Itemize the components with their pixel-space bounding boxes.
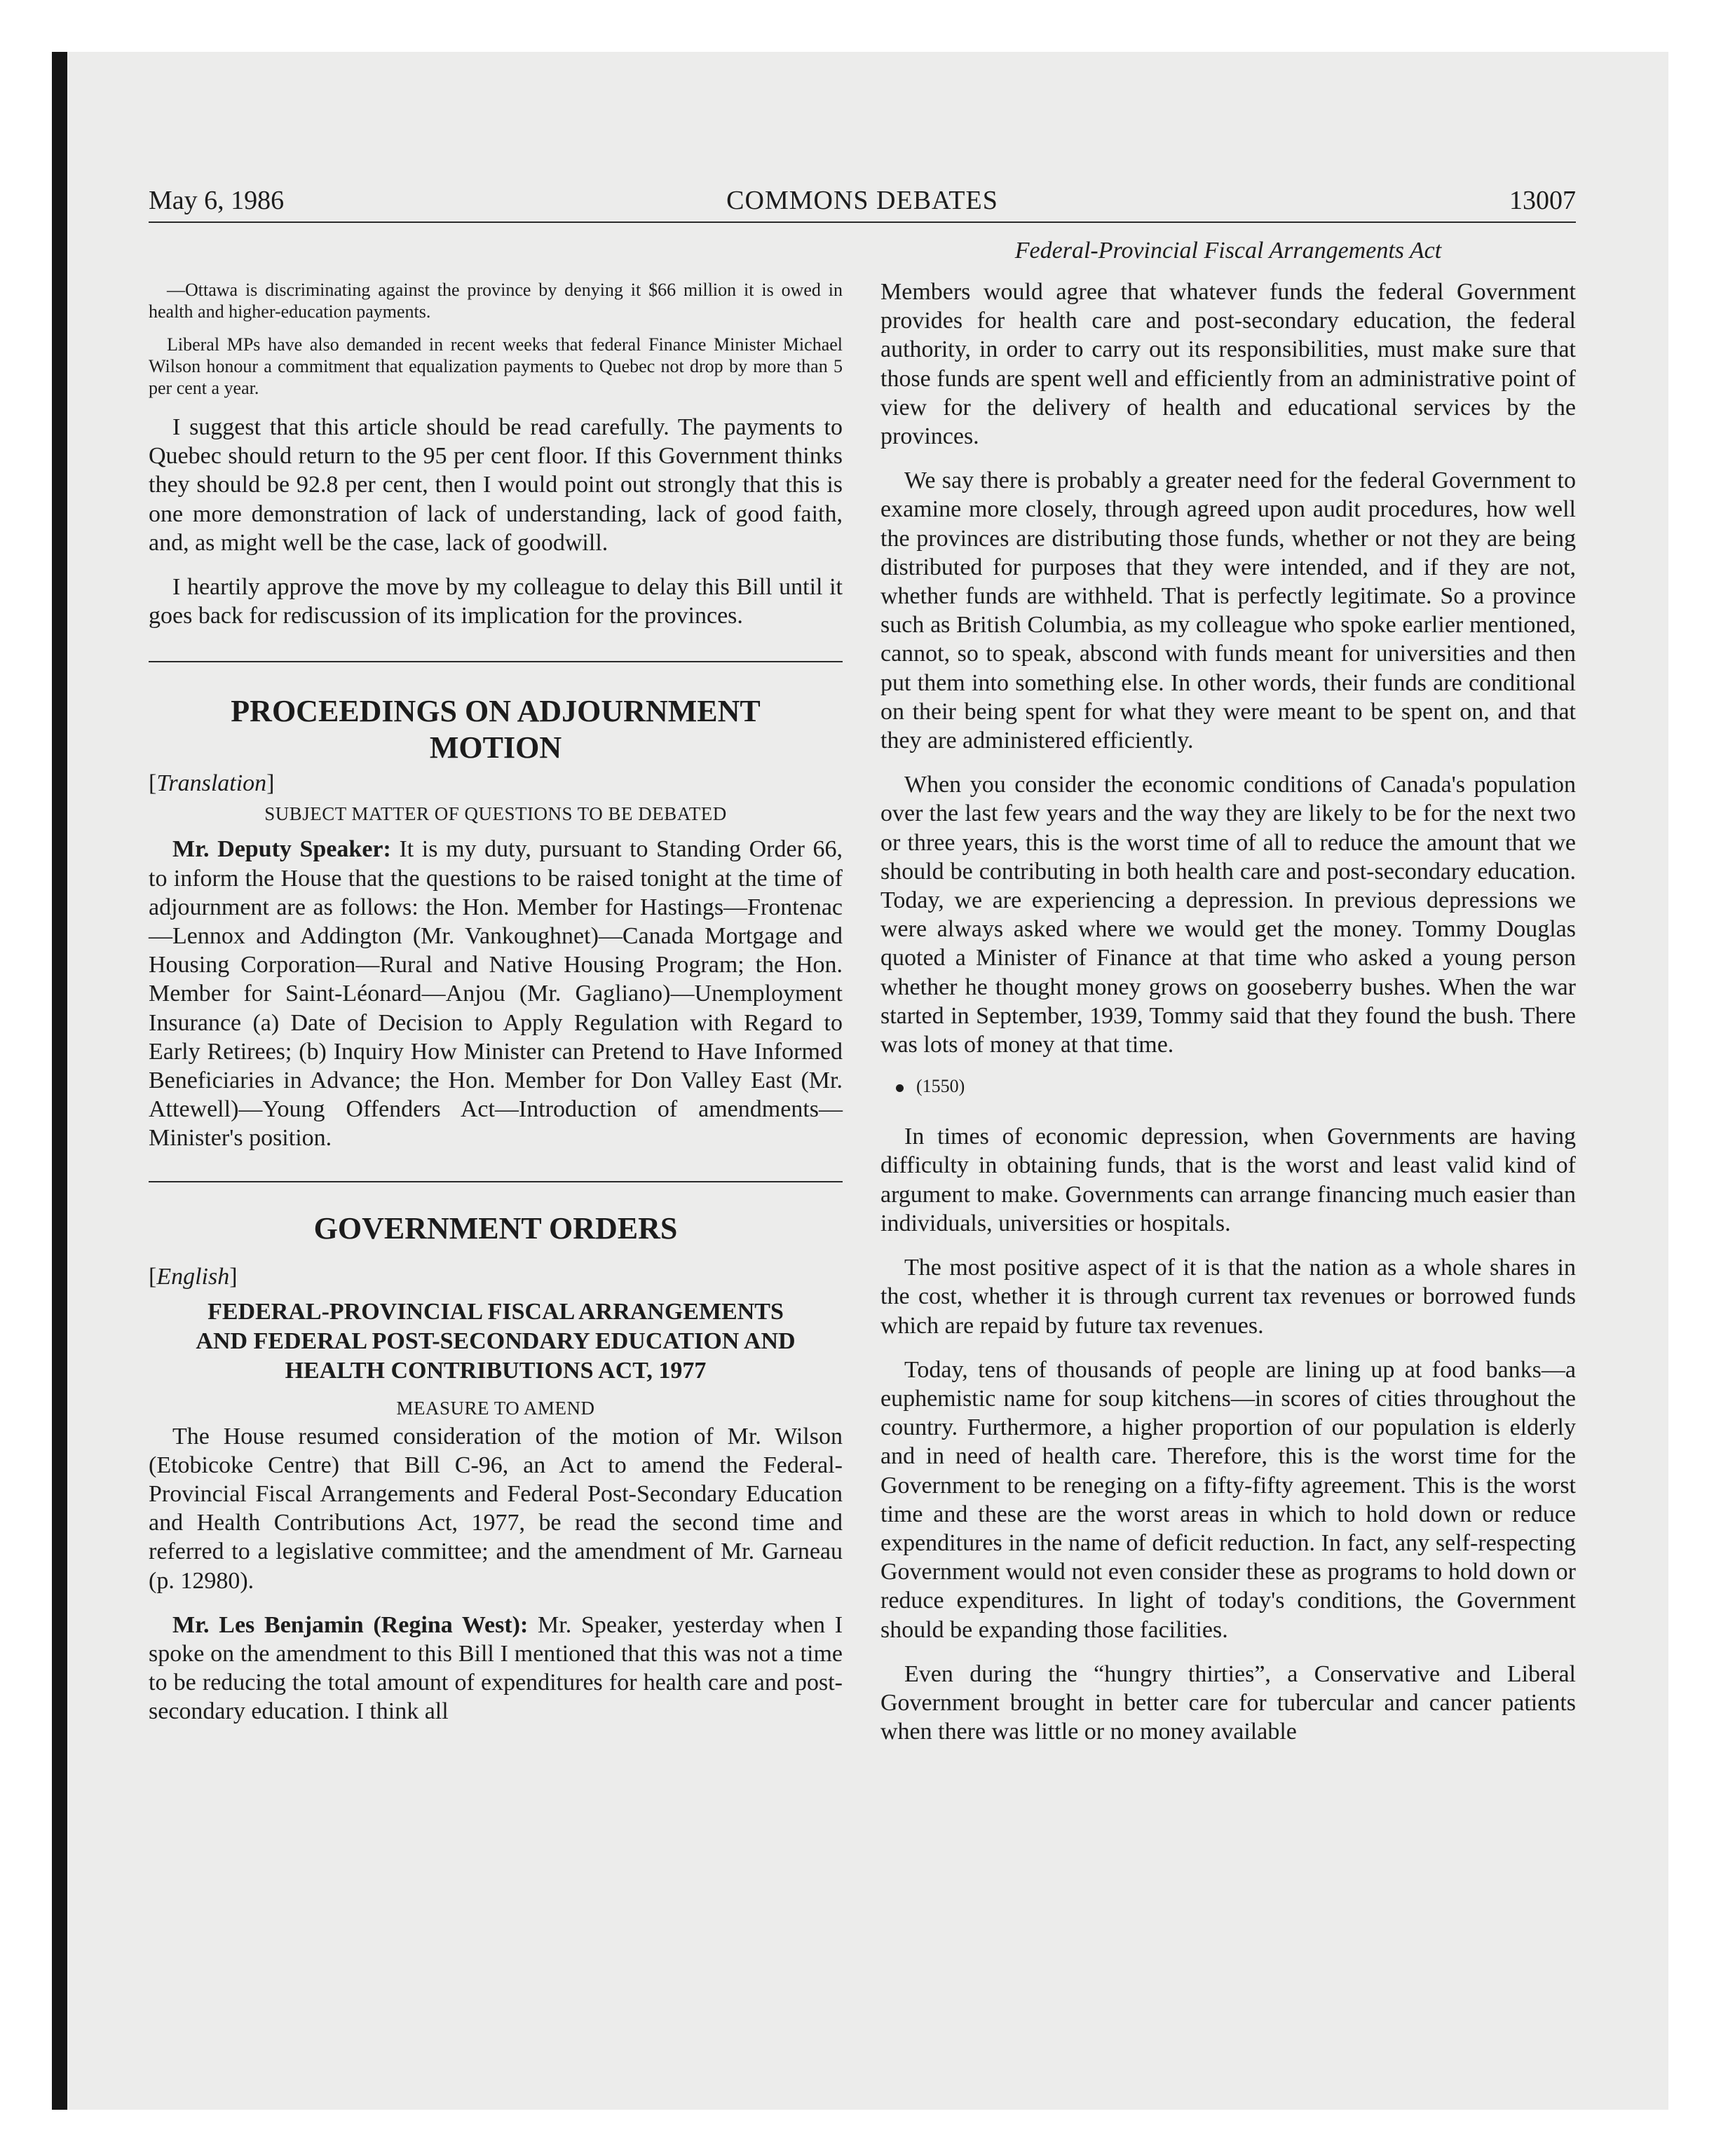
body-paragraph: Members would agree that whatever funds the federal Government provides for health care and post-secondary education, the federal authority, in order to carry out its responsibilities, must make sure that those funds are spent well and efficiently from an administrative point of view for the delivery of health and educational services by the provinces. — [880, 279, 1576, 450]
bullet-icon — [896, 1084, 904, 1092]
scan-edge-shadow — [52, 52, 67, 2110]
body-paragraph: In times of economic depression, when Governments are having difficulty in obtaining funds, that is the worst and least valid kind of argument to make. Governments can arrange financing much easier than individuals, universities or hospitals. — [880, 1124, 1576, 1236]
body-paragraph: Even during the “hungry thirties”, a Conservative and Liberal Government brought in better care for tubercular and cancer patients when there was little or no money available — [880, 1660, 1576, 1745]
quoted-article-paragraph: Liberal MPs have also demanded in recent weeks that federal Finance Minister Michael Wilson honour a commitment that equalization payments to Quebec not drop by more than 5 per cent a year. — [149, 334, 843, 398]
time-marker — [896, 1074, 1576, 1098]
language-note: [Translation] — [149, 770, 275, 797]
language-note-text: Translation — [156, 770, 267, 797]
bill-title-line: FEDERAL-PROVINCIAL FISCAL ARRANGEMENTS — [207, 1298, 784, 1325]
page-header — [149, 182, 1576, 223]
body-paragraph: I heartily approve the move by my colleague to delay this Bill until it goes back for rediscussion of its implication for the provinces. — [149, 574, 843, 629]
heading-line: PROCEEDINGS ON ADJOURNMENT — [231, 694, 761, 729]
time-marker-text: (1550) — [916, 1076, 965, 1097]
left-top-spacer — [149, 236, 843, 279]
speaker-name: Mr. Les Benjamin (Regina West): — [172, 1611, 529, 1638]
heading-line: MOTION — [429, 730, 562, 765]
language-note: [English] — [149, 1263, 238, 1290]
speech-paragraph — [149, 835, 843, 1152]
motion-paragraph: The House resumed consideration of the motion of Mr. Wilson (Etobicoke Centre) that Bill C-96, an Act to amend the Federal-Provincial Fiscal Arrangements and Federal Post-Secondary Education and Health Contributions Act, 1977, be read the second time and referred to a legislative committee; and the amendment of Mr. Garneau (p. 12980). — [149, 1423, 843, 1594]
speaker-name: Mr. Deputy Speaker: — [172, 836, 391, 863]
bill-title — [149, 1297, 843, 1386]
section-heading-adjournment — [149, 693, 843, 766]
section-heading-government-orders: GOVERNMENT ORDERS — [313, 1210, 678, 1246]
bill-title-line: HEALTH CONTRIBUTIONS ACT, 1977 — [285, 1357, 707, 1384]
header-date: May 6, 1986 — [149, 186, 285, 215]
right-column — [880, 236, 1576, 1761]
quoted-article-paragraph: —Ottawa is discriminating against the province by denying it $66 million it is owed in health and higher-education payments. — [149, 280, 843, 322]
body-paragraph: The most positive aspect of it is that the nation as a whole shares in the cost, whether it is through current tax revenues or borrowed funds which are repaid by future tax revenues. — [880, 1255, 1576, 1339]
subject-subheading: SUBJECT MATTER OF QUESTIONS TO BE DEBATED — [264, 803, 727, 825]
language-note-text: English — [156, 1263, 230, 1290]
body-paragraph: Today, tens of thousands of people are lining up at food banks—a euphemistic name for soup kitchens—in scores of cities throughout the country. Furthermore, a higher proportion of our population is elderly and in need of health care. Therefore, this is the worst time for the Government to be reneging on a fifty-fifty agreement. This is the worst time and these are the worst areas in which to hold down or reduce expenditures in the name of deficit reduction. In fact, any self-respecting Government would not even consider these as programs to hold down or reduce expenditures. In light of today's conditions, the Government should be expanding those facilities. — [880, 1356, 1576, 1643]
running-head: Federal-Provincial Fiscal Arrangements Act — [1014, 238, 1442, 264]
body-paragraph: We say there is probably a greater need for the federal Government to examine more closely, through agreed upon audit procedures, how well the provinces are distributing those funds, whether or not they are being distributed for purposes that they were intended, and if they are not, whether funds are withheld. That is perfectly legitimate. So a province such as British Columbia, as my colleague who spoke earlier mentioned, cannot, so to speak, abscond with funds meant for universities and then put them into something else. In other words, their funds are conditional on their being spent for what they were meant to be spent on, and that they are administered efficiently. — [880, 468, 1576, 754]
body-paragraph: I suggest that this article should be read carefully. The payments to Quebec should return to the 95 per cent floor. If this Government thinks they should be 92.8 per cent, then I would point out strongly that this is one more demonstration of lack of understanding, lack of good faith, and, as might well be the case, lack of goodwill. — [149, 414, 843, 556]
left-column — [149, 236, 843, 1742]
header-page-number: 13007 — [1509, 186, 1576, 215]
speech-text: It is my duty, pursuant to Standing Order 66, to inform the House that the questions to be raised tonight at the time of adjournment are as follows: the Hon. Member for Hastings—Frontenac—Lennox and Addington (Mr. Vankoughnet)—Canada Mortgage and Housing Corporation—Rural and Native Housing Program; the Hon. Member for Saint-Léonard—Anjou (Mr. Gagliano)—Unemployment Insurance (a) Date of Decision to Apply Regulation with Regard to Early Retirees; (b) Inquiry How Minister can Pretend to Have Informed Beneficiaries in Advance; the Hon. Member for Don Valley East (Mr. Attewell)—Young Offenders Act—Introduction of amendments—Minister's position. — [149, 836, 843, 1152]
body-paragraph: When you consider the economic conditions of Canada's population over the last few years and the way they are likely to be for the next two or three years, this is the worst time of all to reduce the amount that we should be contributing in both health care and post-secondary education. Today, we are experiencing a depression. In previous depressions we were always asked where we would get the money. Tommy Douglas quoted a Minister of Finance at that time who asked a young person whether he thought money grows on gooseberry bushes. When the war started in September, 1939, Tommy said that they found the bush. There was lots of money at that time. — [880, 772, 1576, 1058]
spacer — [149, 662, 843, 693]
measure-subheading: MEASURE TO AMEND — [396, 1397, 595, 1419]
speech-text: Mr. Speaker, yesterday when I spoke on the amendment to this Bill I mentioned that this was not a time to be reducing the total amount of expenditures for health care and post-secondary education. I think all — [149, 1611, 843, 1725]
header-publication: COMMONS DEBATES — [726, 186, 998, 215]
speech-paragraph — [149, 1611, 843, 1726]
spacer — [149, 1182, 843, 1210]
bill-title-line: AND FEDERAL POST-SECONDARY EDUCATION AND — [196, 1328, 796, 1354]
